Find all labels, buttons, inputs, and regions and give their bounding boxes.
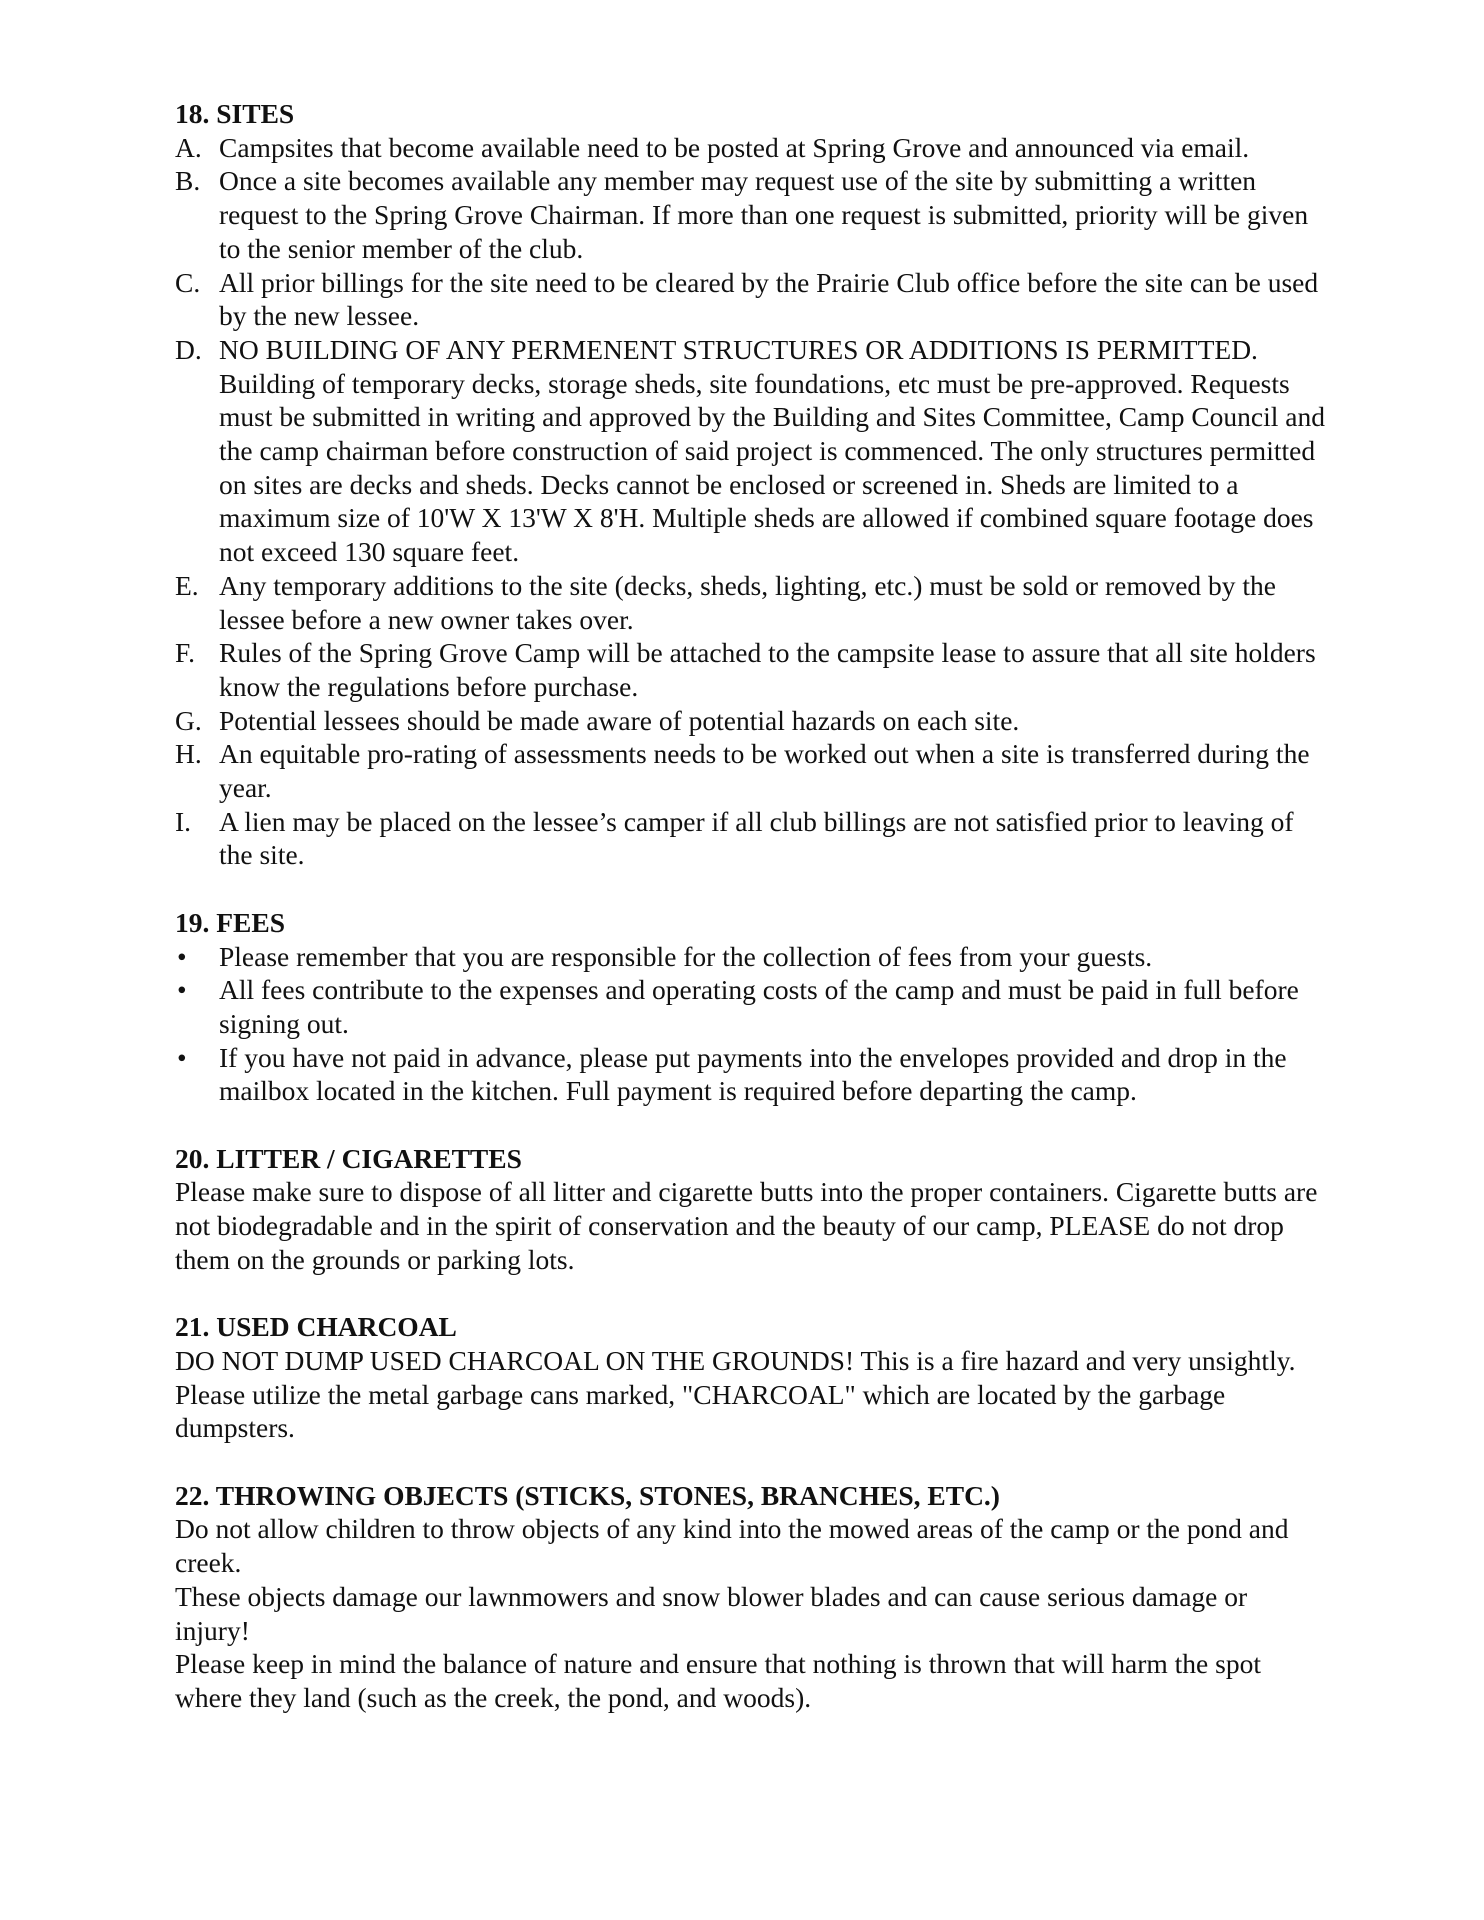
list-item	[175, 333, 1325, 569]
document-page	[175, 97, 1325, 1748]
list-item	[175, 704, 1325, 738]
list-marker: I.	[175, 805, 192, 837]
section-paragraph: Please make sure to dispose of all litter and cigarette butts into the proper containers. Cigarette butts are not biodegradable and in the spirit of conservation and the beauty of our camp, PLEASE do not drop them on the grounds or parking lots.	[175, 1176, 1318, 1275]
section-fees	[175, 906, 1325, 1108]
list-item-text: Potential lessees should be made aware of potential hazards on each site.	[219, 704, 1020, 736]
section-throwing-objects	[175, 1479, 1325, 1715]
section-paragraph: Do not allow children to throw objects of any kind into the mowed areas of the camp or the pond and creek.	[175, 1513, 1289, 1579]
list-item	[175, 164, 1325, 265]
bullet-icon: •	[177, 940, 187, 972]
list-item	[175, 131, 1325, 165]
section-used-charcoal	[175, 1310, 1325, 1445]
list-marker: G.	[175, 704, 202, 736]
section-heading: 19. FEES	[175, 906, 286, 938]
list-marker: C.	[175, 266, 201, 298]
section-paragraph: DO NOT DUMP USED CHARCOAL ON THE GROUNDS! This is a fire hazard and very unsightly. Please utilize the metal garbage cans marked, "CHARCOAL" which are located by the garbage dumpsters.	[175, 1344, 1296, 1444]
section-heading: 18. SITES	[175, 98, 295, 129]
list-marker: F.	[175, 637, 195, 669]
list-item	[175, 569, 1325, 636]
sites-list	[175, 131, 1325, 872]
list-item	[175, 737, 1325, 804]
list-item-text: A lien may be placed on the lessee’s camper if all club billings are not satisfied prior to leaving of the site.	[219, 805, 1294, 871]
section-paragraph: Please keep in mind the balance of nature and ensure that nothing is thrown that will harm the spot where they land (such as the creek, the pond, and woods).	[175, 1648, 1261, 1713]
section-paragraph: These objects damage our lawnmowers and snow blower blades and can cause serious damage or injury!	[175, 1580, 1248, 1646]
list-item-text: An equitable pro-rating of assessments needs to be worked out when a site is transferred during the year.	[219, 738, 1310, 804]
list-item-text: All prior billings for the site need to be cleared by the Prairie Club office before the site can be used by the new lessee.	[219, 266, 1319, 332]
list-item	[175, 636, 1325, 703]
list-item	[175, 266, 1325, 333]
list-item-text: If you have not paid in advance, please put payments into the envelopes provided and drop in the mailbox located in the kitchen. Full payment is required before departing the camp.	[219, 1041, 1287, 1107]
list-item-text: NO BUILDING OF ANY PERMENENT STRUCTURES OR ADDITIONS IS PERMITTED. Building of temporary decks, storage sheds, site foundations, etc must be pre-approved. Requests must be submitted in writing and approved by the Building and Sites Committee, Camp Council and the camp chairman before construction of said project is commenced. The only structures permitted on sites are decks and sheds. Decks cannot be enclosed or screened in. Sheds are limited to a maximum size of 10'W X 13'W X 8'H. Multiple sheds are allowed if combined square footage does not exceed 130 square feet.	[219, 333, 1325, 568]
bullet-icon: •	[177, 1041, 187, 1073]
section-heading: 21. USED CHARCOAL	[175, 1311, 457, 1343]
list-marker: B.	[175, 165, 201, 197]
section-sites	[175, 97, 1325, 872]
section-litter-cigarettes	[175, 1142, 1325, 1277]
list-item	[175, 940, 1325, 974]
section-heading: 22. THROWING OBJECTS (STICKS, STONES, BRANCHES, ETC.)	[175, 1479, 1000, 1511]
list-item-text: All fees contribute to the expenses and operating costs of the camp and must be paid in full before signing out.	[219, 974, 1299, 1039]
list-item	[175, 973, 1325, 1040]
list-marker: E.	[175, 569, 199, 601]
list-item-text: Please remember that you are responsible for the collection of fees from your guests.	[219, 940, 1153, 972]
list-marker: A.	[175, 131, 202, 163]
list-item-text: Campsites that become available need to be posted at Spring Grove and announced via email.	[219, 131, 1250, 163]
bullet-icon: •	[177, 974, 187, 1006]
list-marker: H.	[175, 738, 202, 770]
list-item-text: Once a site becomes available any member may request use of the site by submitting a written request to the Spring Grove Chairman. If more than one request is submitted, priority will be given to the senior member of the club.	[219, 165, 1309, 264]
list-marker: D.	[175, 333, 202, 365]
list-item	[175, 805, 1325, 872]
list-item	[175, 1041, 1325, 1108]
section-heading: 20. LITTER / CIGARETTES	[175, 1142, 522, 1174]
fees-list	[175, 940, 1325, 1109]
list-item-text: Rules of the Spring Grove Camp will be attached to the campsite lease to assure that all site holders know the regulations before purchase.	[219, 637, 1316, 702]
list-item-text: Any temporary additions to the site (decks, sheds, lighting, etc.) must be sold or removed by the lessee before a new owner takes over.	[219, 569, 1277, 635]
